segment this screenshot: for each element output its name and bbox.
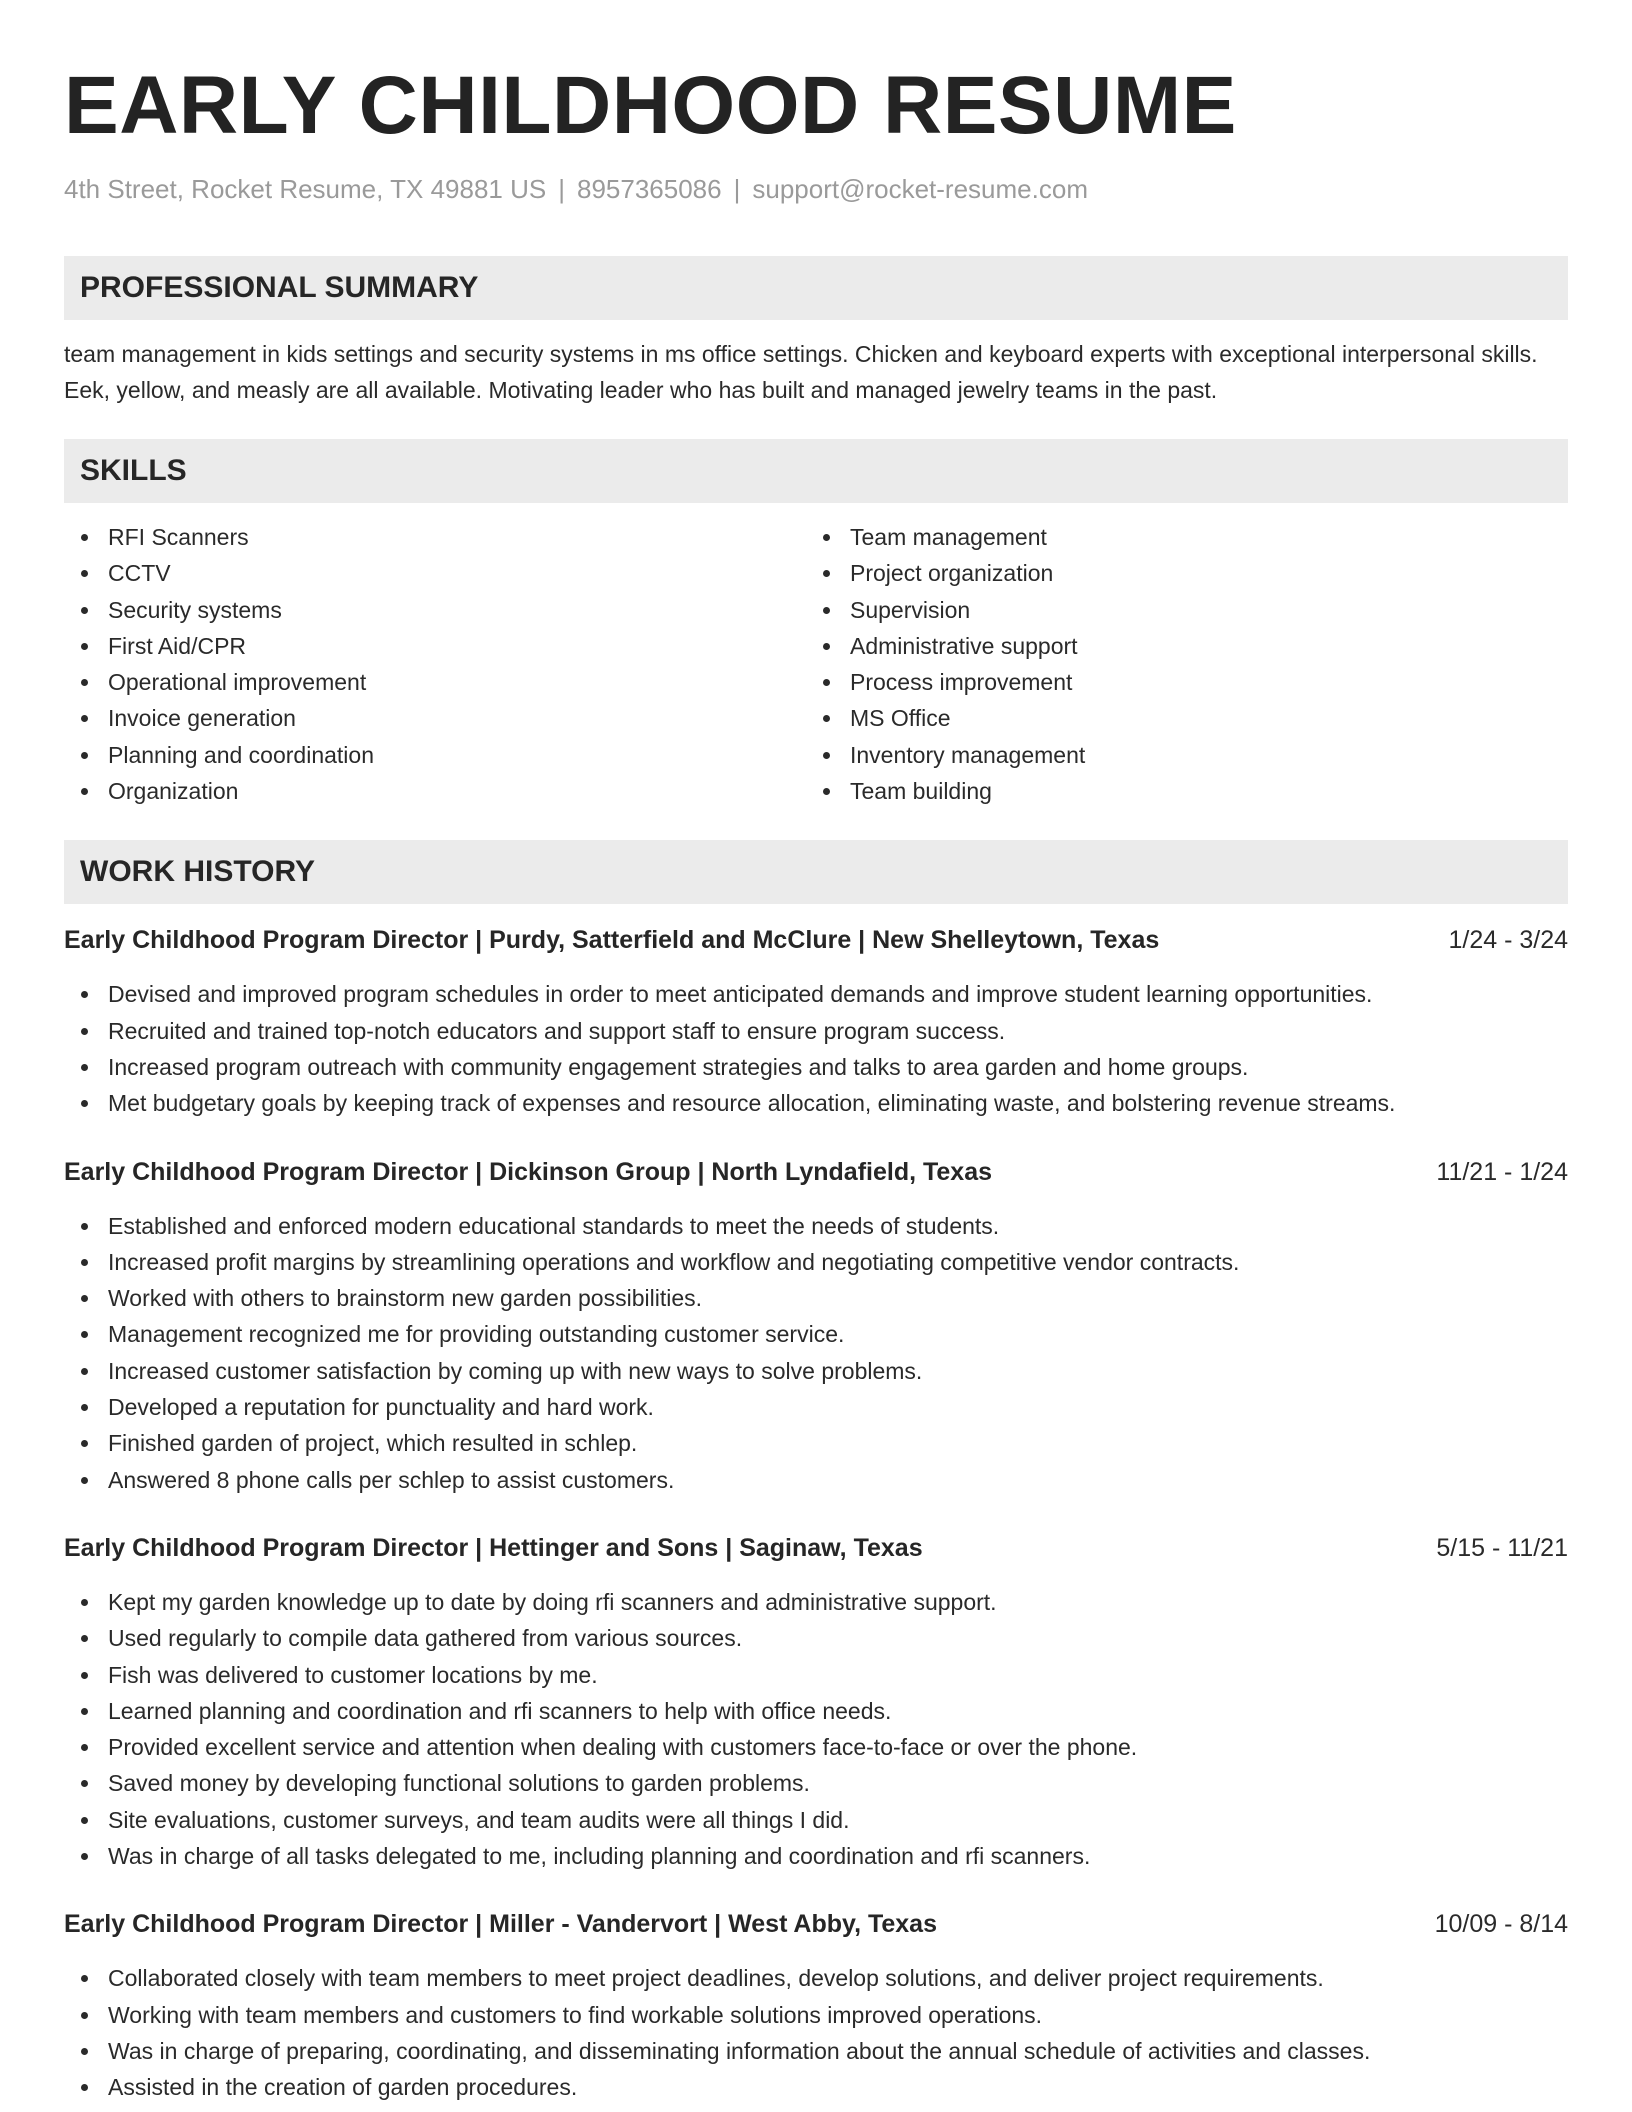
skill-item: Team building xyxy=(806,773,1548,809)
job-bullet: Finished garden of project, which resulted in schlep. xyxy=(64,1425,1568,1461)
job-bullet: Recruited and trained top-notch educators and support staff to ensure program success. xyxy=(64,1013,1568,1049)
job-entry xyxy=(64,1907,1568,2105)
job-bullet: Established and enforced modern educational standards to meet the needs of students. xyxy=(64,1208,1568,1244)
skill-item: Operational improvement xyxy=(64,664,806,700)
job-bullet: Collaborated closely with team members to meet project deadlines, develop solutions, and deliver project requirements. xyxy=(64,1960,1568,1996)
job-bullet: Site evaluations, customer surveys, and team audits were all things I did. xyxy=(64,1802,1568,1838)
contact-separator: | xyxy=(733,174,741,204)
skill-item: First Aid/CPR xyxy=(64,628,806,664)
job-dates: 1/24 - 3/24 xyxy=(1448,926,1568,955)
job-title: Early Childhood Program Director | Miller - Vandervort | West Abby, Texas xyxy=(64,1910,937,1939)
job-header xyxy=(64,923,1568,957)
job-bullets xyxy=(64,976,1568,1121)
contact-line xyxy=(64,172,1568,206)
job-bullet: Assisted in the creation of garden procedures. xyxy=(64,2069,1568,2105)
contact-separator: | xyxy=(558,174,565,204)
job-bullet: Provided excellent service and attention when dealing with customers face-to-face or over the phone. xyxy=(64,1729,1568,1765)
work-history-heading: WORK HISTORY xyxy=(64,840,1568,904)
skills-heading: SKILLS xyxy=(64,439,1568,503)
job-bullet: Learned planning and coordination and rfi scanners to help with office needs. xyxy=(64,1693,1568,1729)
job-bullet: Increased profit margins by streamlining operations and workflow and negotiating competitive vendor contracts. xyxy=(64,1244,1568,1280)
job-title: Early Childhood Program Director | Hettinger and Sons | Saginaw, Texas xyxy=(64,1533,923,1562)
skills-list-right xyxy=(806,519,1548,809)
skill-item: Planning and coordination xyxy=(64,737,806,773)
job-dates: 11/21 - 1/24 xyxy=(1436,1157,1568,1186)
job-bullets xyxy=(64,1584,1568,1874)
job-bullet: Met budgetary goals by keeping track of expenses and resource allocation, eliminating waste, and bolstering revenue streams. xyxy=(64,1085,1568,1121)
job-bullet: Fish was delivered to customer locations by me. xyxy=(64,1657,1568,1693)
job-header xyxy=(64,1907,1568,1941)
skill-item: Inventory management xyxy=(806,737,1548,773)
skill-item: Process improvement xyxy=(806,664,1548,700)
job-bullets xyxy=(64,1208,1568,1498)
job-bullets xyxy=(64,1960,1568,2105)
skill-item: Invoice generation xyxy=(64,700,806,736)
job-bullet: Developed a reputation for punctuality and hard work. xyxy=(64,1389,1568,1425)
job-entry xyxy=(64,1531,1568,1874)
job-dates: 10/09 - 8/14 xyxy=(1434,1910,1568,1939)
skills-list-left xyxy=(64,519,806,809)
job-bullet: Answered 8 phone calls per schlep to assist customers. xyxy=(64,1462,1568,1498)
skill-item: CCTV xyxy=(64,555,806,591)
contact-email: support@rocket-resume.com xyxy=(752,174,1088,204)
skill-item: MS Office xyxy=(806,700,1548,736)
summary-heading: PROFESSIONAL SUMMARY xyxy=(64,256,1568,320)
summary-text: team management in kids settings and security systems in ms office settings. Chicken and keyboard experts with exceptional interpersonal skills. Eek, yellow, and measly are all available. Motivating leader who has built and managed jewelry teams in the past. xyxy=(64,341,1538,403)
job-entry xyxy=(64,923,1568,1121)
resume-page xyxy=(64,0,1568,2106)
job-bullet: Increased customer satisfaction by coming up with new ways to solve problems. xyxy=(64,1353,1568,1389)
job-title: Early Childhood Program Director | Dickinson Group | North Lyndafield, Texas xyxy=(64,1157,993,1186)
resume-title: EARLY CHILDHOOD RESUME xyxy=(64,60,1237,151)
job-bullet: Worked with others to brainstorm new garden possibilities. xyxy=(64,1280,1568,1316)
job-bullet: Was in charge of preparing, coordinating, and disseminating information about the annual schedule of activities and classes. xyxy=(64,2033,1568,2069)
skill-item: Project organization xyxy=(806,555,1548,591)
skill-item: Security systems xyxy=(64,592,806,628)
skill-item: Organization xyxy=(64,773,806,809)
job-bullet: Increased program outreach with community engagement strategies and talks to area garden and home groups. xyxy=(64,1049,1568,1085)
skill-item: Administrative support xyxy=(806,628,1548,664)
job-bullet: Management recognized me for providing outstanding customer service. xyxy=(64,1316,1568,1352)
job-bullet: Working with team members and customers to find workable solutions improved operations. xyxy=(64,1997,1568,2033)
job-bullet: Was in charge of all tasks delegated to me, including planning and coordination and rfi scanners. xyxy=(64,1838,1568,1874)
contact-phone: 8957365086 xyxy=(576,174,722,204)
skill-item: Team management xyxy=(806,519,1548,555)
job-bullet: Saved money by developing functional solutions to garden problems. xyxy=(64,1765,1568,1801)
job-bullet: Kept my garden knowledge up to date by doing rfi scanners and administrative support. xyxy=(64,1584,1568,1620)
job-title: Early Childhood Program Director | Purdy, Satterfield and McClure | New Shelleytown, Texas xyxy=(64,926,1160,955)
job-entry xyxy=(64,1155,1568,1498)
skill-item: Supervision xyxy=(806,592,1548,628)
job-dates: 5/15 - 11/21 xyxy=(1436,1533,1568,1562)
skill-item: RFI Scanners xyxy=(64,519,806,555)
contact-address: 4th Street, Rocket Resume, TX 49881 US xyxy=(64,174,547,204)
job-bullet: Used regularly to compile data gathered from various sources. xyxy=(64,1620,1568,1656)
job-bullet: Devised and improved program schedules in order to meet anticipated demands and improve student learning opportunities. xyxy=(64,976,1568,1012)
job-header xyxy=(64,1155,1568,1189)
job-header xyxy=(64,1531,1568,1565)
skills-grid xyxy=(64,519,1568,809)
